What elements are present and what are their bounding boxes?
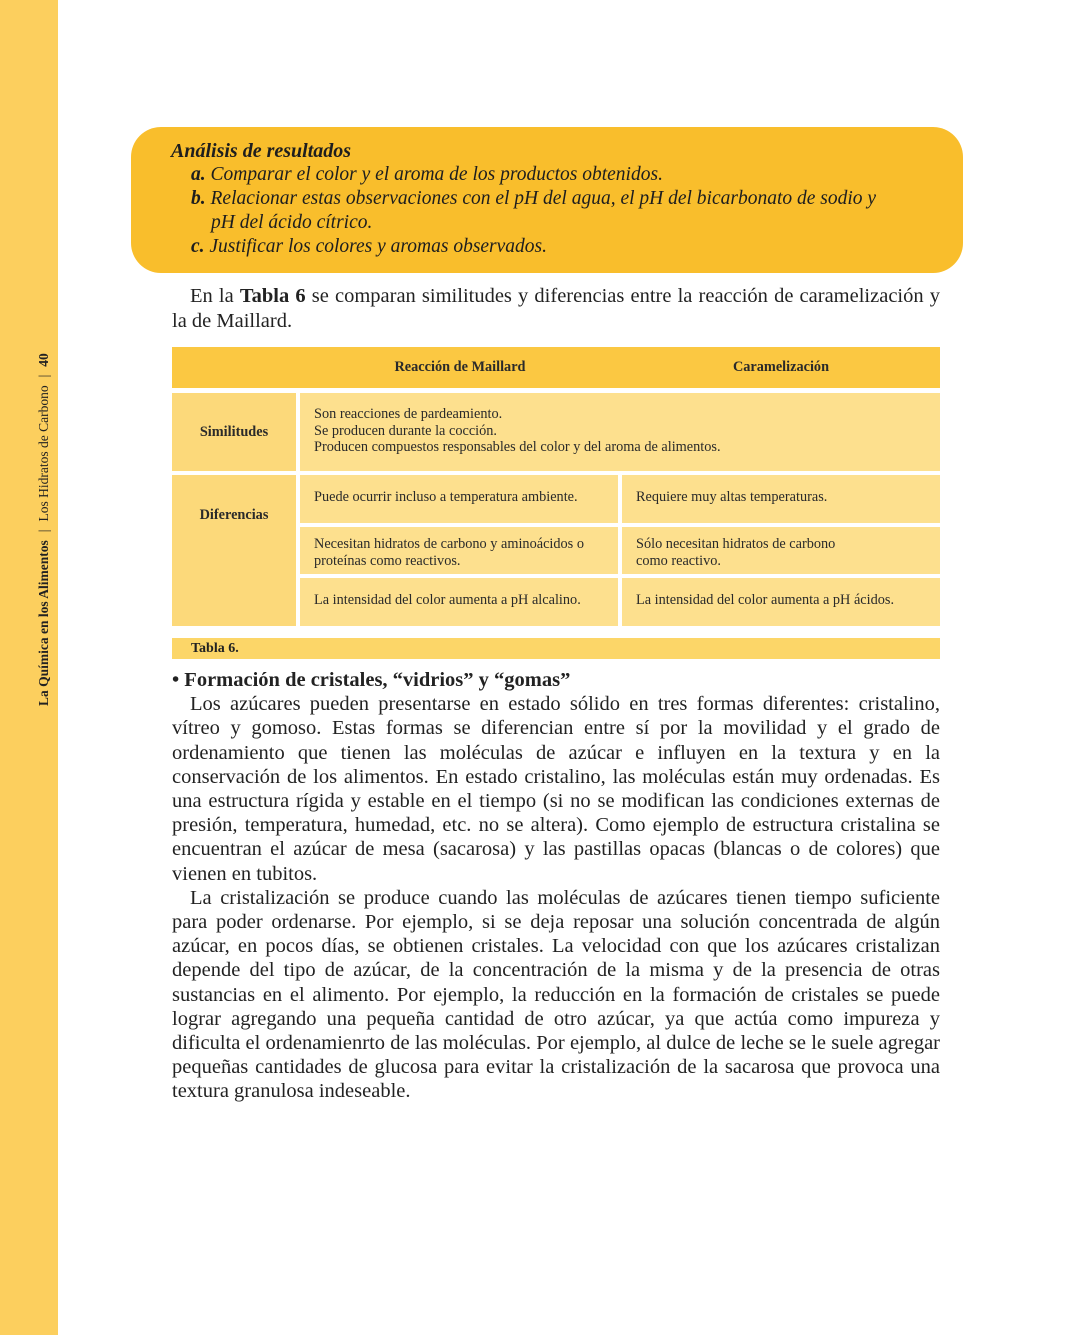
analysis-item-a	[171, 163, 941, 187]
header-maillard: Reacción de Maillard	[394, 359, 526, 375]
diff-maillard-1: Puede ocurrir incluso a temperatura ambiente.	[300, 475, 618, 523]
section-paragraph: La cristalización se produce cuando las moléculas de azúcares tienen tiempo suficiente para poder ordenarse. Por ejemplo, si se deja reposar una solución concentrada de algún azúcar, en pocos días, se obtienen cristales. La velocidad con que los azúcares cristalizan depende del tipo de azúcar, de la concentración de la misma y de la presencia de otras sustancias en el alimento. Por ejemplo, la reducción en la formación de cristales se puede lograr agregando una pequeña cantidad de otro azúcar, ya que actúa como impureza y dificulta el ordenamienrto de las moléculas. Por ejemplo, al dulce de leche se le suele agregar pequeñas cantidades de glucosa para evitar la cristalización de la sacarosa que provoca una textura granulosa indeseable.	[172, 886, 940, 1103]
analysis-item-c	[171, 235, 941, 259]
row-label-similitudes: Similitudes	[172, 393, 296, 471]
table-caption: Tabla 6.	[172, 638, 940, 659]
analysis-item-b	[171, 187, 941, 235]
similitud-item: Son reacciones de pardeamiento.	[314, 406, 503, 422]
item-letter: c.	[191, 236, 205, 257]
diff-caramel-2: Sólo necesitan hidratos de carbono como reactivo.	[622, 527, 940, 574]
chapter-title: Los Hidratos de Carbono	[36, 385, 51, 522]
intro-text: se comparan similitudes y diferencias entre la reacción de caramelización y la de Maillard.	[172, 285, 940, 332]
sidebar	[0, 0, 58, 1335]
comparison-table	[172, 347, 940, 630]
diff-maillard-2: Necesitan hidratos de carbono y aminoácidos o proteínas como reactivos.	[300, 527, 618, 574]
similitud-item: Producen compuestos responsables del color y del aroma de alimentos.	[314, 439, 721, 455]
table-reference: Tabla 6	[239, 285, 306, 307]
section-heading: • Formación de cristales, “vidrios” y “gomas”	[172, 669, 571, 691]
header-caramelizacion: Caramelización	[732, 359, 830, 375]
intro-paragraph	[172, 284, 940, 334]
item-text: Justificar los colores y aromas observados.	[209, 236, 548, 257]
book-title: La Química en los Alimentos	[36, 540, 51, 706]
row-label-diferencias: Diferencias	[172, 475, 296, 626]
intro-text: En la	[190, 285, 240, 307]
diff-caramel-3: La intensidad del color aumenta a pH ácidos.	[622, 578, 940, 626]
item-text-continued: pH del ácido cítrico.	[211, 212, 373, 233]
running-header	[36, 353, 52, 706]
section-paragraph: Los azúcares pueden presentarse en estado sólido en tres formas diferentes: cristalino, vítreo y gomoso. Estas formas se diferencian entre sí por la movilidad y el grado de ordenamiento que tienen las moléculas de azúcar e influyen en la textura y en la conservación de los alimentos. En estado cristalino, las moléculas están muy ordenadas. Es una estructura rígida y estable en el tiempo (si no se modifican las condiciones externas de presión, temperatura, humedad, etc. no se altera). Como ejemplo de estructura cristalina se encuentran el azúcar de mesa (sacarosa) y las pastillas opacas (blancas o de colores) que vienen en tubitos.	[172, 693, 940, 885]
diff-maillard-3: La intensidad del color aumenta a pH alcalino.	[300, 578, 618, 626]
analysis-title: Análisis de resultados	[171, 140, 352, 162]
item-text: Relacionar estas observaciones con el pH del agua, el pH del bicarbonato de sodio y	[210, 188, 877, 209]
analysis-box	[131, 127, 963, 273]
separator: |	[36, 374, 51, 378]
page-number: 40	[36, 353, 51, 367]
similitud-item: Se producen durante la cocción.	[314, 422, 498, 439]
separator: |	[36, 529, 51, 533]
section-cristales	[172, 668, 940, 1104]
item-letter: a.	[191, 164, 206, 185]
item-text: Comparar el color y el aroma de los productos obtenidos.	[210, 164, 663, 185]
diff-caramel-1: Requiere muy altas temperaturas.	[622, 475, 940, 523]
item-letter: b.	[191, 188, 206, 209]
similitudes-cell	[300, 393, 940, 471]
